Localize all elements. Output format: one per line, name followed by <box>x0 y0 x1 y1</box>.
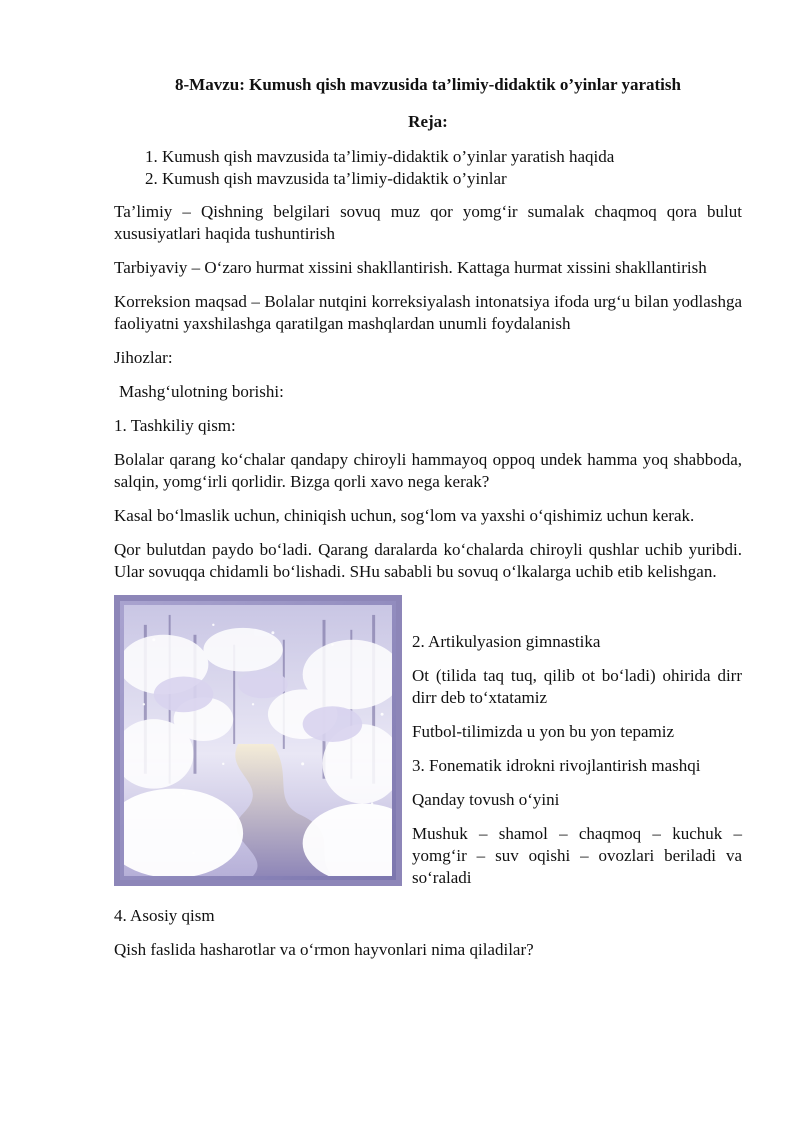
main-part-heading: 4. Asosiy qism <box>114 906 215 925</box>
sounds-list-text: Mushuk – shamol – chaqmoq – kuchuk – yomg‘ir – suv oqishi – ovozlari beriladi va so‘raladi <box>412 824 742 887</box>
organizational-part-heading: 1. Tashkiliy qism: <box>114 416 236 435</box>
educational-goal-paragraph: Ta’limiy – Qishning belgilari sovuq muz qor yomg‘ir sumalak chaqmoq qora bulut xususiyatlari haqida tushuntirish <box>114 202 742 243</box>
sound-game-text: Qanday tovush o‘yini <box>412 790 560 809</box>
winter-scene-illustration <box>124 605 392 876</box>
articulation-heading: 2. Artikulyasion gimnastika <box>412 632 601 651</box>
snow-clouds-paragraph: Qor bulutdan paydo bo‘ladi. Qarang daralarda ko‘chalarda chiroyli qushlar uchib yuribdi. Ular sovuqqa chidamli bo‘lishadi. SHu sababli bu sovuq o‘lkalarga uchib etib kelishgan. <box>114 540 742 581</box>
right-column-text <box>412 595 742 901</box>
upbringing-goal-paragraph: Tarbiyaviy – O‘zaro hurmat xissini shakllantirish. Kattaga hurmat xissini shakllantirish <box>114 258 707 277</box>
lesson-progress-heading: Mashg‘ulotning borishi: <box>119 382 284 401</box>
plan-heading: Reja: <box>408 112 448 131</box>
winter-forest-image <box>114 595 402 886</box>
phonemic-heading: 3. Fonematik idrokni rivojlantirish mashqi <box>412 756 701 775</box>
plan-list <box>114 146 742 190</box>
winter-question-text: Qish faslida hasharotlar va o‘rmon hayvonlari nima qiladilar? <box>114 940 534 959</box>
page-title: 8-Mavzu: Kumush qish mavzusida ta’limiy-didaktik o’yinlar yaratish <box>175 75 681 94</box>
children-paragraph: Bolalar qarang ko‘chalar qandapy chiroyli hammayoq oppoq undek hamma yoq shabboda, salqin, yomg‘irli qorlidir. Bizga qorli xavo nega kerak? <box>114 450 742 491</box>
image-text-block <box>114 595 742 901</box>
plan-item: 1. Kumush qish mavzusida ta’limiy-didaktik o’yinlar yaratish haqida <box>162 146 742 168</box>
correction-goal-paragraph: Korreksion maqsad – Bolalar nutqini korreksiyalash intonatsiya ifoda urg‘u bilan yodlashga faoliyatni yaxshilashga qaratilgan mashqlardan unumli foydalanish <box>114 292 742 333</box>
health-paragraph: Kasal bo‘lmaslik uchun, chiniqish uchun, sog‘lom va yaxshi o‘qishimiz uchun kerak. <box>114 506 695 525</box>
equipment-label: Jihozlar: <box>114 348 173 367</box>
plan-item: 2. Kumush qish mavzusida ta’limiy-didaktik o’yinlar <box>162 168 742 190</box>
document-page <box>114 74 742 973</box>
horse-exercise-text: Ot (tilida taq tuq, qilib ot bo‘ladi) ohirida dirr dirr deb to‘xtatamiz <box>412 666 742 707</box>
football-exercise-text: Futbol-tilimizda u yon bu yon tepamiz <box>412 722 675 741</box>
